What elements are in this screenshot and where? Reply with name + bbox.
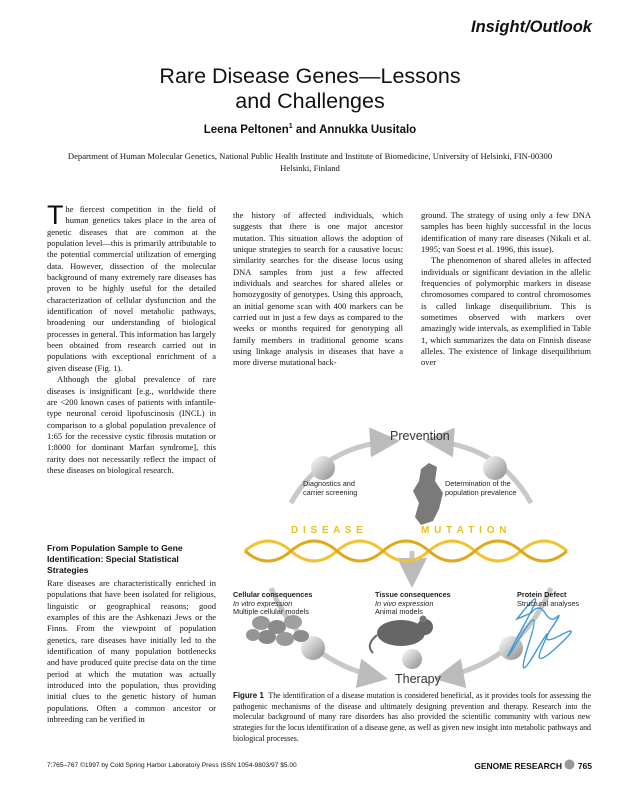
- footer-journal: [474, 759, 592, 771]
- authors: [0, 123, 620, 136]
- column-2: [233, 210, 403, 369]
- section-heading: From Population Sample to Gene Identification: Special Statistical Strategies: [47, 543, 183, 575]
- article-title: [0, 64, 620, 114]
- paragraph-1: he fiercest competition in the field of human genetics takes place in the area of genetic diseases that are common at the population level—this is primarily attributable to the potential commercial utilization of emerging data. However, dissection of the molecular background of many extremely rare diseases has proven to be highly useful for the detailed characterization of cellular dysfunction and the identification of novel metabolic pathways, broadening our understanding of biological processes in general. This information has largely been obtained from research carried out in populations with exceptional enrichment of a given disease (Fig. 1).: [47, 204, 216, 373]
- sphere-icon: [402, 649, 422, 669]
- prevalence-label: Determination of the population prevalence: [445, 479, 517, 497]
- paragraph-col2: the history of affected individuals, which suggests that there is one major ancestor mutation. This situation allows the adoption of unique strategies to search for a causative locus: similarity searches for the disease locus using DNA samples from just a few affected individuals and searches for shared alleles or homozygosity of genotypes. Using this approach, an initial genome scan with 400 markers can be carried out in just a few days as compared to the weeks or months required for genotyping all family members in traditional genome scans using linkage analysis in diseases that have a more diverse mutational back-: [233, 210, 403, 368]
- sphere-icon: [564, 759, 575, 770]
- finland-map-icon: [413, 463, 443, 525]
- paragraph-col3-1: ground. The strategy of using only a few DNA samples has been highly successful in the locus identification of many rare diseases (Nikali et al. 1995; van Soest et al. 1996, this issue).: [421, 210, 591, 255]
- column-3: [421, 210, 591, 369]
- figure-caption: [233, 691, 591, 745]
- author-1: Leena Peltonen: [203, 123, 289, 136]
- title-line-2: and Challenges: [235, 89, 385, 113]
- paragraph-3: Rare diseases are characteristically enriched in populations that have been isolated for religious, linguistic or geographical reasons; good examples of this are the Ashkenazi Jews or the Finns. From the viewpoint of population genetics, rare diseases have initially led to the identification of many population bottlenecks and have produced quite precise data on the time period at which the mutation was actually introduced into the population, thus providing initial clues to the genetic history of human populations. Often a common ancestor or inbreeding can be verified in: [47, 578, 216, 725]
- page-number: 765: [577, 761, 592, 771]
- protein-defect-label: Protein Defect Structural analyses: [517, 590, 580, 608]
- caption-label: Figure 1: [233, 691, 264, 700]
- tissue-consequences-label: Tissue consequences In vivo expression Animal models: [375, 590, 451, 617]
- footer-citation: 7:765–767 ©1997 by Cold Spring Harbor Laboratory Press ISSN 1054-9803/97 $5.00: [47, 762, 297, 769]
- column-1-continued: [47, 578, 216, 725]
- column-1: [47, 200, 216, 476]
- cells-icon: [246, 615, 309, 646]
- mutation-word: M U T A T I O N: [421, 525, 508, 536]
- cellular-consequences-label: Cellular consequences In vitro expression Multiple cellular models: [233, 590, 313, 617]
- drop-cap: T: [47, 200, 64, 230]
- paragraph-2: Although the global prevalence of rare diseases is insignificant [e.g., worldwide there are <200 known cases of patients with infantile-type neuronal ceroid lipofuscinosis (INCL) in comparison to a global population prevalence of 1:65 for the recessive cystic fibrosis mutation or 1:8000 for dominant Marfan syndrome], this rarity does not necessarily reflect the impact of these diseases on biological research.: [47, 374, 216, 475]
- sphere-icon: [483, 456, 507, 480]
- sphere-icon: [311, 456, 335, 480]
- figure-graphics: [233, 423, 591, 688]
- diagnostics-label: Diagnostics and carrier screening: [303, 479, 358, 497]
- mouse-icon: [370, 616, 433, 654]
- figure-1: [233, 423, 591, 688]
- title-line-1: Rare Disease Genes—Lessons: [159, 64, 461, 88]
- journal-name: GENOME RESEARCH: [474, 761, 563, 771]
- affiliation: Department of Human Molecular Genetics, National Public Health Institute and Institute of Biomedicine, University of Helsinki, FIN-00300 Helsinki, Finland: [67, 151, 553, 173]
- author-2: and Annukka Uusitalo: [292, 123, 417, 136]
- prevention-label: Prevention: [390, 429, 450, 443]
- disease-word: D I S E A S E: [291, 525, 364, 536]
- author-1-affil-mark: 1: [288, 123, 293, 130]
- section-tag: Insight/Outlook: [471, 18, 592, 36]
- therapy-label: Therapy: [395, 672, 441, 686]
- paragraph-col3-2: The phenomenon of shared alleles in affected individuals or significant deviation in the allelic frequencies of polymorphic markers in disease chromosomes compared to control chromosomes is called linkage disequilibrium. This is sometimes observed with markers over amazingly wide intervals, as exemplified in Table 1, which summarizes the data on Finnish disease alleles. The existence of linkage disequilibrium over: [421, 255, 591, 368]
- caption-text: The identification of a disease mutation is considered beneficial, as it provides tools for assessing the pathogenic mechanisms of the disease and ultimately designing prevention and therapy. Research into the molecular background of many rare disorders has also provided the scientific community with various new strategies for the locus identification of a disease gene, as well as given new insight into metabolic pathways and biological processes.: [233, 691, 592, 743]
